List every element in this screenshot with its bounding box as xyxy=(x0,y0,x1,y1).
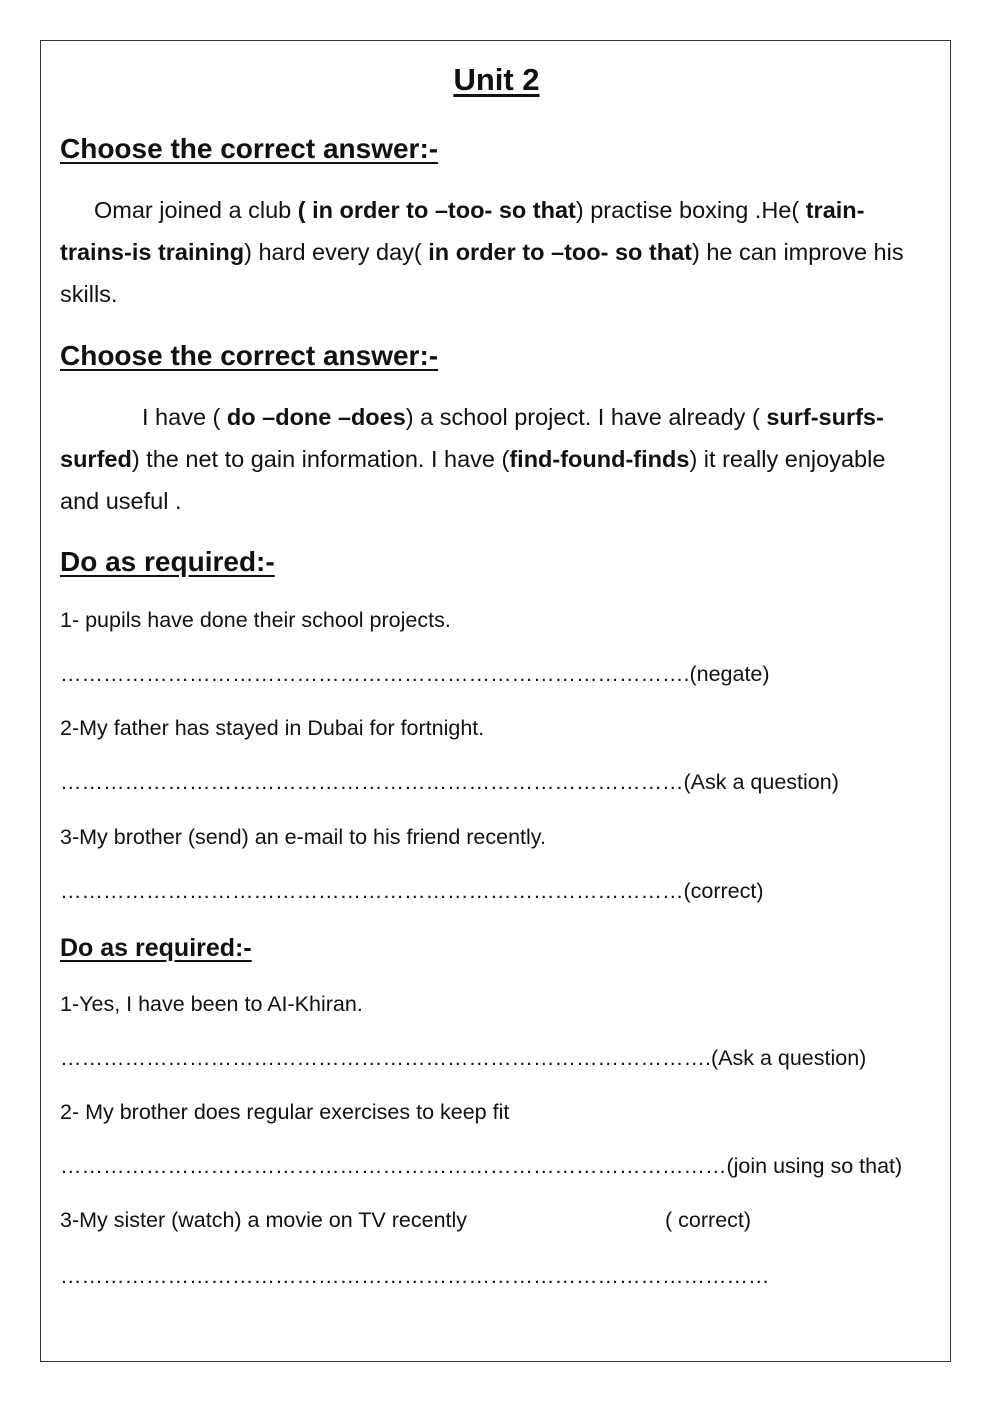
section2-paragraph xyxy=(60,396,920,522)
section2-choice-1: do –done –does xyxy=(226,404,406,430)
section2-text-2: ) a school project. I have already ( xyxy=(405,404,767,430)
section4-item-2-answer-line: …………………………………………………………………………………(join using so that) xyxy=(60,1154,903,1178)
section3-item-3-sentence: 3-My brother (send) an e-mail to his friend recently. xyxy=(60,825,546,849)
section4-item-3-row xyxy=(60,1208,751,1233)
section2-choice-2: surf-surfs- surfed xyxy=(60,404,884,472)
section1-choice-3: in order to –too- so that xyxy=(428,239,692,265)
section1-heading: Choose the correct answer:- xyxy=(60,133,439,164)
section4-heading: Do as required:- xyxy=(60,934,252,962)
section3-item-1-sentence: 1- pupils have done their school projects. xyxy=(60,608,451,632)
section1-text-2: ) practise boxing .He( xyxy=(575,197,800,223)
section4-item-1-answer-line: ……………………………………………………………………………….(Ask a question) xyxy=(60,1046,867,1070)
section4-item-1-sentence: 1-Yes, I have been to AI-Khiran. xyxy=(60,992,363,1016)
section2-text-3: ) the net to gain information. I have ( xyxy=(131,446,510,472)
section4-item-3-sentence: 3-My sister (watch) a movie on TV recently xyxy=(60,1208,468,1232)
section3-item-2-sentence: 2-My father has stayed in Dubai for fortnight. xyxy=(60,716,485,740)
section4-item-2-sentence: 2- My brother does regular exercises to keep fit xyxy=(60,1100,510,1124)
section4-item-3-instruction: ( correct) xyxy=(665,1208,752,1232)
section2-choice-3: find-found-finds xyxy=(509,446,690,472)
section2-heading: Choose the correct answer:- xyxy=(60,340,439,371)
section1-text-4: ) he can improve his skills. xyxy=(60,239,904,307)
page-title: Unit 2 xyxy=(453,62,540,97)
section3-item-2-answer-line: ……………………………………………………………………………(Ask a question) xyxy=(60,770,839,794)
section1-text-1: Omar joined a club xyxy=(94,197,298,223)
section3-item-1-answer-line: …………………………………………………………………………….(negate) xyxy=(60,662,770,686)
section3-heading: Do as required:- xyxy=(60,546,275,577)
section4-item-3-answer-line: ……………………………………………………………………………………… xyxy=(60,1264,770,1288)
section2-text-4: ) it really enjoyable and useful . xyxy=(60,446,886,514)
section3-item-3-answer-line: ……………………………………………………………………………(correct) xyxy=(60,879,764,903)
section1-paragraph xyxy=(60,189,920,315)
section1-choice-2: train- trains-is training xyxy=(60,197,865,265)
section1-choice-1: ( in order to –too- so that xyxy=(297,197,576,223)
section1-text-3: ) hard every day( xyxy=(244,239,429,265)
section2-text-1: I have ( xyxy=(142,404,227,430)
